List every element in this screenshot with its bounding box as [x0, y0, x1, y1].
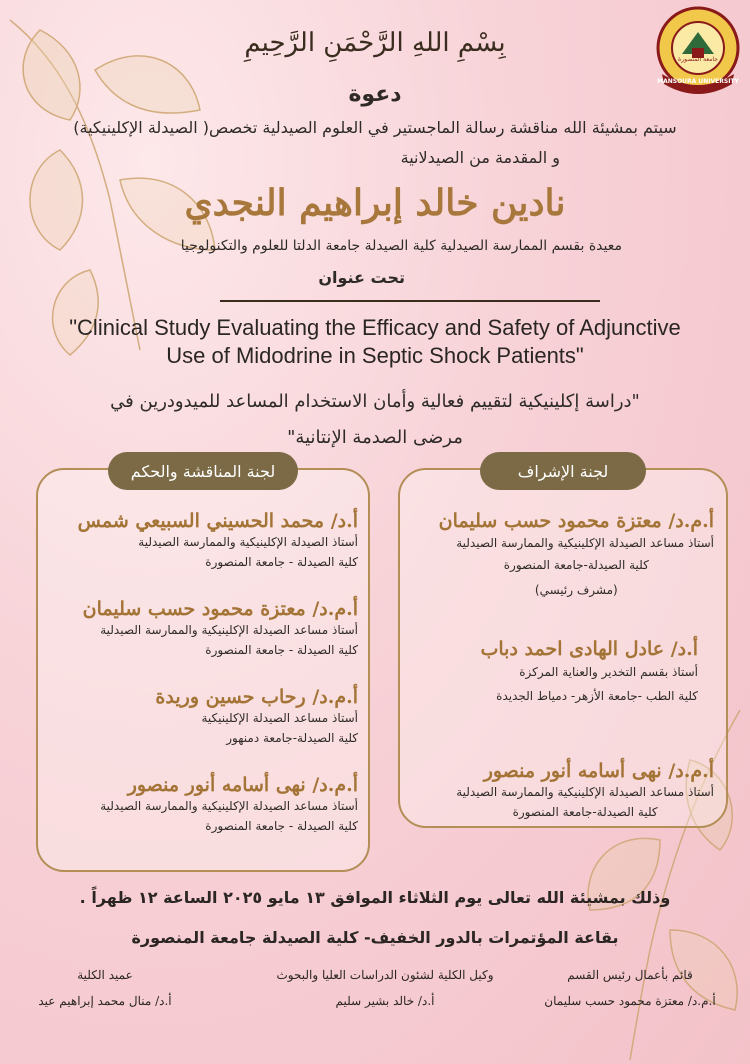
- examination-member: [155, 686, 358, 748]
- thesis-title-english-line2: Use of Midodrine in Septic Shock Patients": [166, 343, 584, 368]
- signature-vice-dean: [250, 968, 520, 1008]
- supervision-member: [456, 760, 714, 822]
- examination-member: [78, 510, 358, 572]
- examination-committee-title: لجنة المناقشة والحكم: [108, 452, 298, 490]
- thesis-title-arabic-line2: مرضى الصدمة الإنتانية": [287, 427, 463, 448]
- presented-by-line: و المقدمة من الصيدلانية: [400, 148, 560, 167]
- member-role-note: (مشرف رئيسي): [534, 583, 618, 597]
- basmala: بِسْمِ اللهِ الرَّحْمَنِ الرَّحِيمِ: [244, 28, 506, 58]
- member-name: أ.م.د/ رحاب حسين وريدة: [155, 686, 358, 708]
- member-name: أ.م.د/ معتزة محمود حسب سليمان: [82, 598, 358, 620]
- member-institution: كلية الصيدلة - جامعة المنصورة: [205, 819, 358, 833]
- thesis-title-arabic: [0, 384, 750, 456]
- signature-role: قائم بأعمال رئيس القسم: [567, 968, 693, 982]
- logo-arabic-text: جامعة المنصورة: [678, 56, 718, 63]
- signature-name: أ.م.د/ معتزة محمود حسب سليمان: [544, 994, 716, 1008]
- member-institution: كلية الصيدلة-جامعة المنصورة: [512, 805, 658, 819]
- member-institution: كلية الصيدلة-جامعة دمنهور: [226, 731, 358, 745]
- member-name: أ.م.د/ معتزة محمود حسب سليمان: [438, 510, 714, 532]
- candidate-affiliation: معيدة بقسم الممارسة الصيدلية كلية الصيدلة جامعة الدلتا للعلوم والتكنولوجيا: [180, 238, 622, 254]
- announcement-line: سيتم بمشيئة الله مناقشة رسالة الماجستير في العلوم الصيدلية تخصص( الصيدلة الإكلينيكية): [73, 118, 677, 137]
- member-title: أستاذ مساعد الصيدلة الإكلينيكية والممارسة الصيدلية: [456, 536, 714, 550]
- supervision-member: [481, 638, 699, 708]
- signature-dean: [20, 968, 190, 1008]
- thesis-title-arabic-line1: "دراسة إكلينيكية لتقييم فعالية وأمان الاستخدام المساعد للميدودرين في: [110, 391, 640, 412]
- logo-english-text: MANSOURA UNIVERSITY: [657, 78, 739, 85]
- member-name: أ.م.د/ نهى أسامه أنور منصور: [483, 760, 714, 782]
- member-name: أ.د/ عادل الهادى احمد دباب: [480, 638, 698, 660]
- supervision-member: [439, 510, 714, 604]
- signature-department-head: [520, 968, 740, 1008]
- thesis-title-english-line1: "Clinical Study Evaluating the Efficacy and Safety of Adjunctive: [69, 315, 681, 340]
- invitation-heading: دعوة: [348, 82, 402, 107]
- signature-name: أ.د/ خالد بشير سليم: [335, 994, 435, 1008]
- member-institution: كلية الصيدلة - جامعة المنصورة: [205, 555, 358, 569]
- candidate-name: نادين خالد إبراهيم النجدي: [184, 182, 566, 224]
- member-institution: كلية الصيدلة - جامعة المنصورة: [205, 643, 358, 657]
- under-title-label: تحت عنوان: [318, 268, 405, 287]
- supervision-committee-title: لجنة الإشراف: [480, 452, 646, 490]
- member-institution: كلية الصيدلة-جامعة المنصورة: [503, 558, 649, 572]
- venue-line: بقاعة المؤتمرات بالدور الخفيف- كلية الصيدلة جامعة المنصورة: [131, 928, 619, 947]
- member-title: أستاذ الصيدلة الإكلينيكية والممارسة الصيدلية: [138, 535, 358, 549]
- signature-role: وكيل الكلية لشئون الدراسات العليا والبحوث: [276, 968, 494, 982]
- member-title: أستاذ مساعد الصيدلة الإكلينيكية والممارسة الصيدلية: [456, 785, 714, 799]
- examination-member: [83, 598, 358, 660]
- date-time-line: وذلك بمشيئة الله تعالى يوم الثلاثاء الموافق ١٣ مايو ٢٠٢٥ الساعة ١٢ ظهراً .: [79, 888, 671, 907]
- examination-committee-panel: [36, 461, 370, 872]
- signature-name: أ.د/ منال محمد إبراهيم عيد: [38, 994, 172, 1008]
- member-title: أستاذ مساعد الصيدلة الإكلينيكية والممارسة الصيدلية: [100, 799, 358, 813]
- signature-role: عميد الكلية: [77, 968, 133, 982]
- member-institution: كلية الطب -جامعة الأزهر- دمياط الجديدة: [496, 689, 698, 703]
- examination-member: [100, 774, 358, 836]
- member-title: أستاذ بقسم التخدير والعناية المركزة: [519, 665, 698, 679]
- member-title: أستاذ مساعد الصيدلة الإكلينيكية: [201, 711, 358, 725]
- supervision-committee-panel: [398, 461, 728, 828]
- member-title: أستاذ مساعد الصيدلة الإكلينيكية والممارسة الصيدلية: [100, 623, 358, 637]
- member-name: أ.م.د/ نهى أسامه أنور منصور: [127, 774, 358, 796]
- title-divider: [220, 300, 600, 302]
- member-name: أ.د/ محمد الحسيني السبيعي شمس: [77, 510, 358, 532]
- thesis-title-english: [0, 314, 750, 370]
